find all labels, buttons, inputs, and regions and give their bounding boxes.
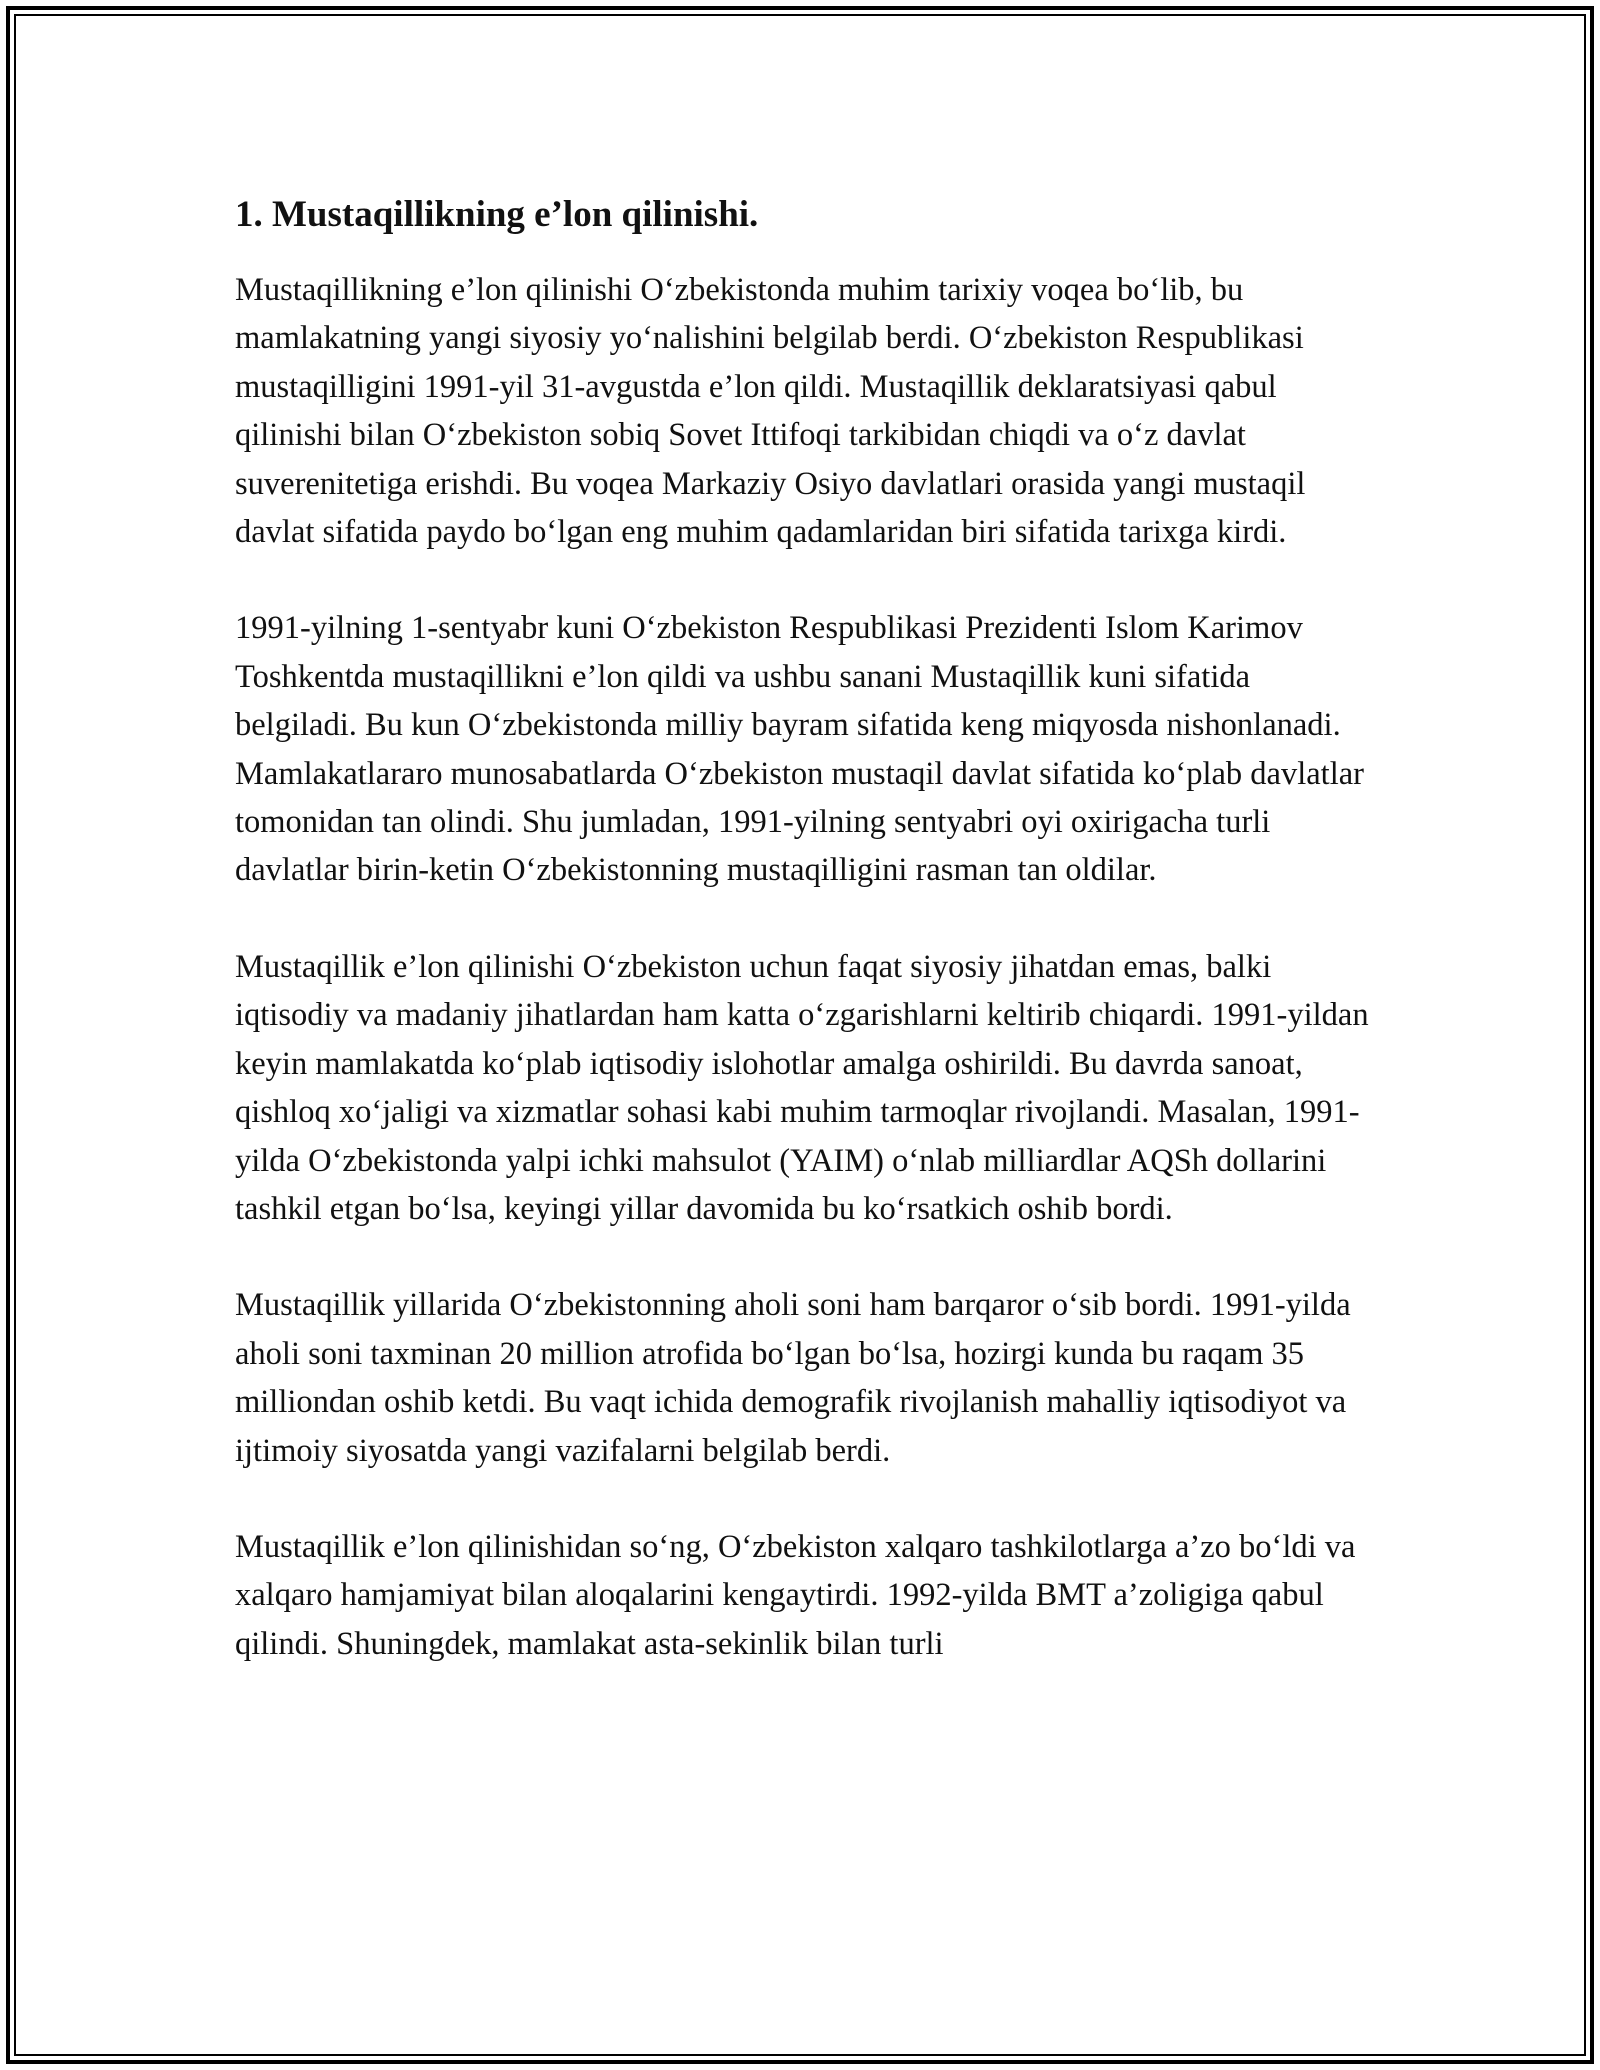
paragraph-3: Mustaqillik e’lon qilinishi O‘zbekiston uchun faqat siyosiy jihatdan emas, balki iqtisodiy va madaniy jihatlardan ham katta o‘zgarishlarni keltirib chiqardi. 1991-yildan keyin mamlakatda ko‘plab iqtisodiy islohotlar amalga oshirildi. Bu davrda sanoat, qishloq xo‘jaligi va xizmatlar sohasi kabi muhim tarmoqlar rivojlandi. Masalan, 1991-yilda O‘zbekistonda yalpi ichki mahsulot (YAIM) o‘nlab milliardlar AQSh dollarini tashkil etgan bo‘lsa, keyingi yillar davomida bu ko‘rsatkich oshib bordi.	[235, 948, 1369, 1227]
paragraph-5: Mustaqillik e’lon qilinishidan so‘ng, O‘zbekiston xalqaro tashkilotlarga a’zo bo‘ldi va xalqaro hamjamiyat bilan aloqalarini kengaytirdi. 1992-yilda BMT a’zoligiga qabul qilindi. Shuningdek, mamlakat asta-sekinlik bilan turli	[235, 1528, 1356, 1662]
paragraph-2: 1991-yilning 1-sentyabr kuni O‘zbekiston Respublikasi Prezidenti Islom Karimov Toshkentda mustaqillikni e’lon qildi va ushbu sanani Mustaqillik kuni sifatida belgiladi. Bu kun O‘zbekistonda milliy bayram sifatida keng miqyosda nishonlanadi. Mamlakatlararo munosabatlarda O‘zbekiston mustaqil davlat sifatida ko‘plab davlatlar tomonidan tan olindi. Shu jumladan, 1991-yilning sentyabri oyi oxirigacha turli davlatlar birin-ketin O‘zbekistonning mustaqilligini rasman tan oldilar.	[235, 610, 1364, 889]
paragraph-1: Mustaqillikning e’lon qilinishi O‘zbekistonda muhim tarixiy voqea bo‘lib, bu mamlakatning yangi siyosiy yo‘nalishini belgilab berdi. O‘zbekiston Respublikasi mustaqilligini 1991-yil 31-avgustda e’lon qildi. Mustaqillik deklaratsiyasi qabul qilinishi bilan O‘zbekiston sobiq Sovet Ittifoqi tarkibidan chiqdi va o‘z davlat suverenitetiga erishdi. Bu voqea Markaziy Osiyo davlatlari orasida yangi mustaqil davlat sifatida paydo bo‘lgan eng muhim qadamlaridan biri sifatida tarixga kirdi.	[235, 272, 1306, 551]
section-heading: 1. Mustaqillikning e’lon qilinishi.	[235, 194, 759, 235]
document-body	[235, 186, 1375, 1668]
paragraph-4: Mustaqillik yillarida O‘zbekistonning aholi soni ham barqaror o‘sib bordi. 1991-yilda aholi soni taxminan 20 million atrofida bo‘lgan bo‘lsa, hozirgi kunda bu raqam 35 milliondan oshib ketdi. Bu vaqt ichida demografik rivojlanish mahalliy iqtisodiyot va ijtimoiy siyosatda yangi vazifalarni belgilab berdi.	[235, 1287, 1351, 1469]
